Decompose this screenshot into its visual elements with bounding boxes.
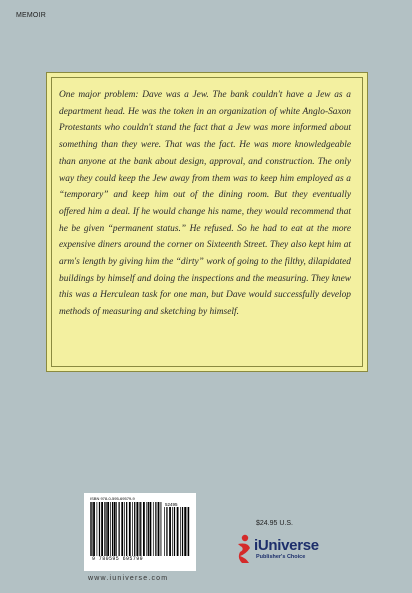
publisher-tagline: Publisher's Choice <box>256 554 306 560</box>
isbn-text: ISBN 978-0-595-69579-9 <box>90 496 135 501</box>
barcode-digits: 9 780595 695799 <box>92 556 144 562</box>
barcode-addon-digits: 52495 <box>165 502 178 507</box>
publisher-logo <box>234 534 344 566</box>
person-swirl-icon <box>234 534 254 564</box>
barcode <box>84 493 196 571</box>
price: $24.95 U.S. <box>256 520 293 527</box>
publisher-name: iUniverse <box>254 537 319 554</box>
barcode-bars <box>90 502 162 556</box>
genre-label: MEMOIR <box>16 12 46 19</box>
blurb-text: One major problem: Dave was a Jew. The bank couldn't have a Jew as a department head. He was the token in an organization of white Anglo-Saxon Protestants who couldn't stand the fact that a Jew was more informed about something than they were. That was the fact. He was more knowledgeable than anyone at the bank about design, approval, and construction. The only way they could keep the Jew away from them was to keep him employed as a “temporary” and keep him out of the dining room. But they eventually offered him a deal. If he would change his name, they would recommend that he be given “permanent status.” He refused. So he had to eat at the more expensive diners around the corner on Sixteenth Street. They also kept him at arm's length by giving him the “dirty” work of going to the filthy, dilapidated buildings by himself and doing the inspections and the measuring. They knew this was a Herculean task for one man, but Dave would successfully develop methods of measuring and sketching by himself. <box>59 90 351 318</box>
blurb-panel <box>46 72 368 372</box>
publisher-url: www.iuniverse.com <box>88 575 169 582</box>
barcode-addon-bars <box>164 507 190 556</box>
